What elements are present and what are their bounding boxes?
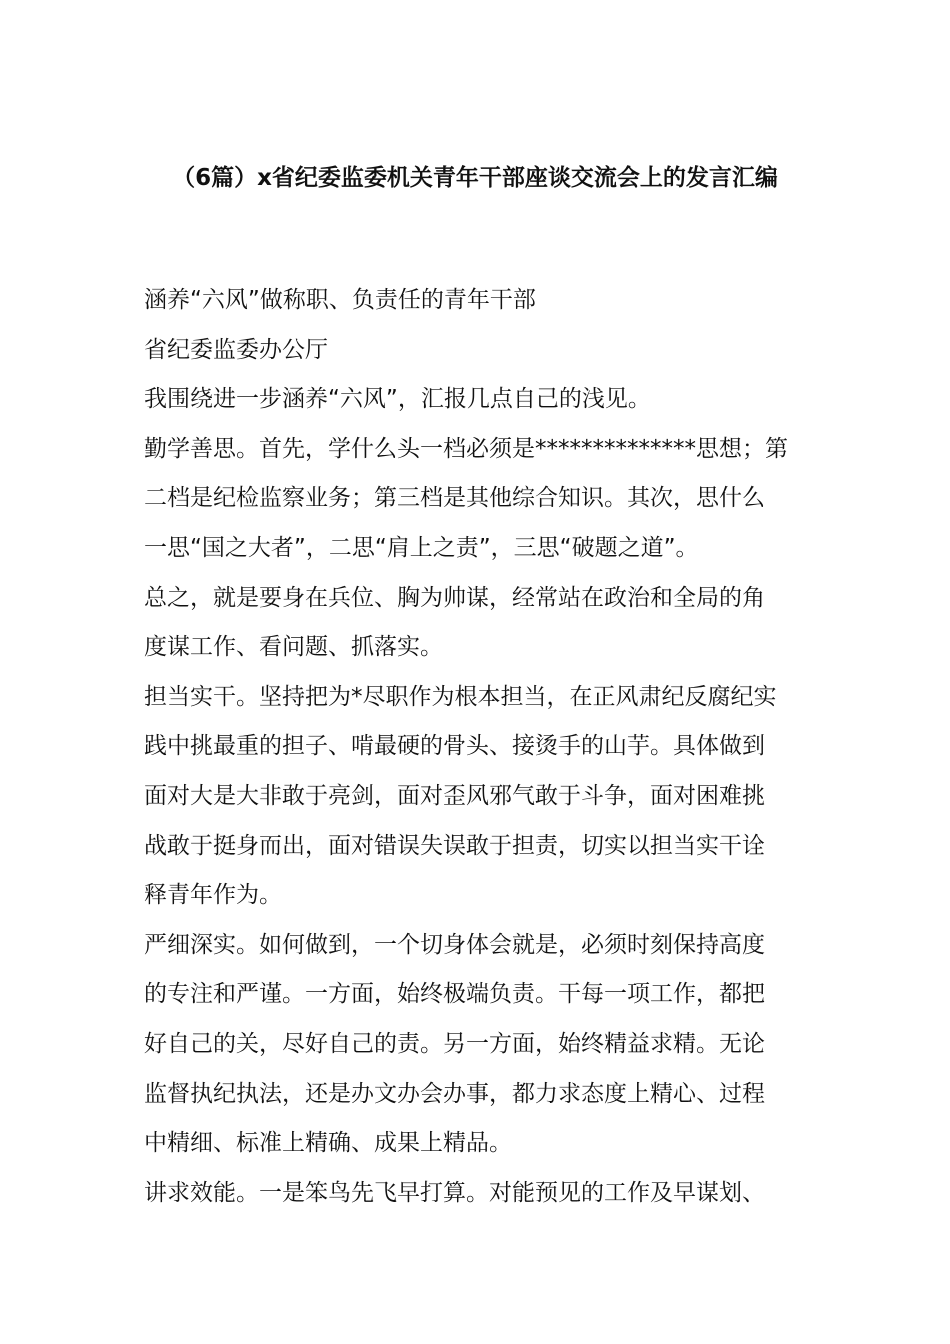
body-line: 好自己的关，尽好自己的责。另一方面，始终精益求精。无论 xyxy=(144,1030,765,1057)
body-line: 度谋工作、看问题、抓落实。 xyxy=(144,634,443,661)
body-line: 的专注和严谨。一方面，始终极端负责。干每一项工作，都把 xyxy=(144,981,765,1008)
article-author: 省纪委监委办公厅 xyxy=(144,336,328,363)
body-line: 担当实干。坚持把为*尽职作为根本担当，在正风肃纪反腐纪实 xyxy=(144,683,777,710)
body-line: 监督执纪执法，还是办文办会办事，都力求态度上精心、过程 xyxy=(144,1080,765,1107)
body-line: 战敢于挺身而出，面对错误失误敢于担责，切实以担当实干诠 xyxy=(144,832,765,859)
body-line: 严细深实。如何做到，一个切身体会就是，必须时刻保持高度 xyxy=(144,931,765,958)
body-line: 讲求效能。一是笨鸟先飞早打算。对能预见的工作及早谋划、 xyxy=(144,1179,765,1206)
article-heading: 涵养“六风”做称职、负责任的青年干部 xyxy=(144,287,536,313)
body-line: 中精细、标准上精确、成果上精品。 xyxy=(144,1130,512,1157)
body-line: 面对大是大非敢于亮剑，面对歪风邪气敢于斗争，面对困难挑 xyxy=(144,782,765,809)
body-line: 二档是纪检监察业务；第三档是其他综合知识。其次，思什么 xyxy=(144,485,765,512)
body-line: 一思“国之大者”，二思“肩上之责”，三思“破题之道”。 xyxy=(144,534,699,561)
body-line: 释青年作为。 xyxy=(144,882,282,909)
body-line: 践中挑最重的担子、啃最硬的骨头、接烫手的山芋。具体做到 xyxy=(144,733,765,760)
body-line: 我围绕进一步涵养“六风”，汇报几点自己的浅见。 xyxy=(144,386,651,413)
body-line: 勤学善思。首先，学什么头一档必须是**************思想；第 xyxy=(144,435,788,462)
document-body xyxy=(144,276,809,1218)
document-title: （6篇）x省纪委监委机关青年干部座谈交流会上的发言汇编 xyxy=(172,165,778,191)
body-line: 总之，就是要身在兵位、胸为帅谋，经常站在政治和全局的角 xyxy=(144,584,765,611)
